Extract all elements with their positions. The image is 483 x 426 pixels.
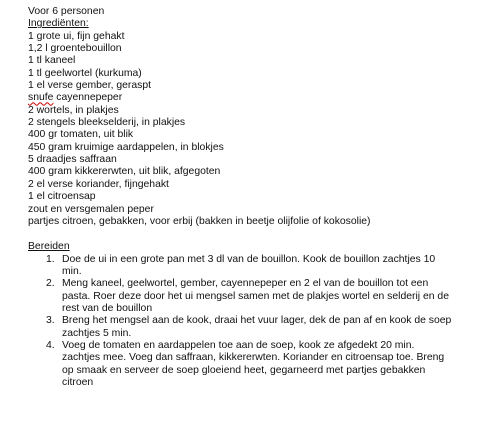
- ingredient-item: 1 tl geelwortel (kurkuma): [28, 67, 142, 79]
- ingredient-item: 1 tl kaneel: [28, 55, 76, 67]
- servings-line: Voor 6 personen: [28, 6, 105, 17]
- step-number: 3.: [46, 315, 55, 327]
- step-item: [28, 254, 478, 279]
- ingredient-item-cayenne: [28, 92, 478, 104]
- ingredients-list: [28, 31, 478, 229]
- step-item: [28, 340, 478, 389]
- ingredient-item: 1 el citroensap: [28, 191, 96, 203]
- step-text: Meng kaneel, geelwortel, gember, cayennepeper en 2 el van de bouillon tot een pasta. Roer deze door het ui mengsel samen met de plakjes wortel en selderij en de rest van de bouillon: [62, 278, 449, 314]
- step-number: 4.: [46, 339, 55, 351]
- step-number: 2.: [46, 278, 55, 290]
- ingredient-item: 400 gram kikkererwten, uit blik, afgegoten: [28, 166, 221, 178]
- step-number: 1.: [46, 253, 55, 265]
- step-text: Breng het mengsel aan de kook, draai het vuur lager, dek de pan af en kook de soep zachtjes 5 min.: [62, 315, 452, 339]
- step-item: [28, 315, 478, 340]
- spellcheck-flagged-word[interactable]: snufe: [28, 92, 54, 104]
- ingredient-item: 5 draadjes saffraan: [28, 154, 117, 166]
- ingredient-item: 2 wortels, in plakjes: [28, 104, 119, 116]
- ingredient-item: 450 gram kruimige aardappelen, in blokjes: [28, 141, 224, 153]
- step-text: Doe de ui in een grote pan met 3 dl van de bouillon. Kook de bouillon zachtjes 10 min.: [62, 253, 436, 277]
- paragraph-spacer: [28, 228, 478, 241]
- ingredient-item: partjes citroen, gebakken, voor erbij (bakken in beetje olijfolie of kokosolie): [28, 215, 371, 227]
- recipe-document: [28, 6, 478, 389]
- steps-heading: Bereiden: [28, 241, 70, 253]
- ingredient-item: 2 stengels bleekselderij, in plakjes: [28, 117, 186, 129]
- step-item: [28, 278, 478, 315]
- ingredient-item: 400 gr tomaten, uit blik: [28, 129, 134, 141]
- ingredient-item: 1 grote ui, fijn gehakt: [28, 30, 125, 42]
- ingredient-text: cayennepeper: [53, 92, 123, 104]
- steps-list: [28, 254, 478, 390]
- ingredients-heading: Ingrediënten:: [28, 18, 89, 30]
- step-text: Voeg de tomaten en aardappelen toe aan de soep, kook ze afgedekt 20 min. zachtjes mee. Voeg dan saffraan, kikkererwten. Koriander en citroensap toe. Breng op smaak en serveer de soep gloeiend heet, gegarneerd met partjes gebakken citroen: [62, 339, 445, 388]
- ingredient-item: 2 el verse koriander, fijngehakt: [28, 178, 169, 190]
- ingredient-item: 1 el verse gember, geraspt: [28, 80, 152, 92]
- ingredient-item: 1,2 l groentebouillon: [28, 43, 122, 55]
- ingredient-item: zout en versgemalen peper: [28, 203, 154, 215]
